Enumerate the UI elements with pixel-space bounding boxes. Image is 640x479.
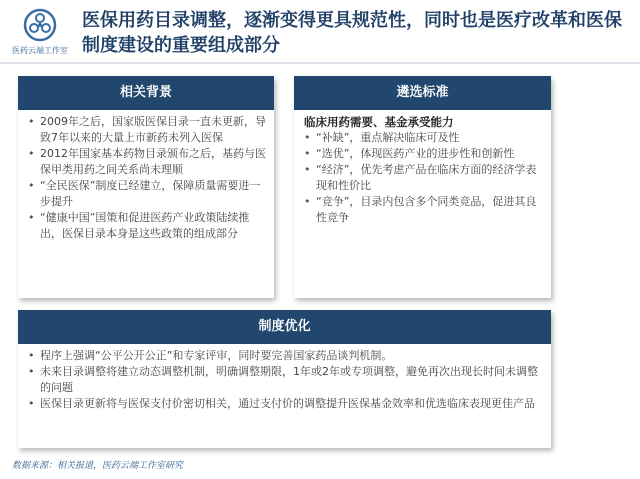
list-item: • “健康中国”国策和促进医药产业政策陆续推出，医保目录本身是这些政策的组成部分 [28, 210, 266, 242]
title-divider [0, 62, 640, 64]
list-item: • 程序上强调“公平公开公正”和专家评审，同时要完善国家药品谈判机制。 [28, 348, 543, 364]
criteria-subheading: 临床用药需要、基金承受能力 [304, 115, 454, 129]
list-item: • “经济”，优先考虑产品在临床方面的经济学表现和性价比 [304, 162, 543, 194]
list-item: • “补缺”，重点解决临床可及性 [304, 130, 543, 146]
system-panel [18, 310, 551, 448]
source-note: 数据来源：相关报道，医药云端工作室研究 [12, 461, 184, 471]
list-item: • “全民医保”制度已经建立，保障质量需要进一步提升 [28, 178, 266, 210]
list-item: • 未来目录调整将建立动态调整机制，明确调整期限，1年或2年或专项调整，避免再次出现长时间未调整的问题 [28, 364, 543, 396]
page-title: 医保用药目录调整，逐渐变得更具规范性，同时也是医疗改革和医保制度建设的重要组成部分 [82, 10, 622, 56]
background-panel-title: 相关背景 [18, 76, 274, 110]
criteria-list [304, 130, 543, 226]
list-item: • “选优”，体现医药产业的进步性和创新性 [304, 146, 543, 162]
background-list [28, 114, 266, 242]
criteria-panel-title: 遴选标准 [294, 76, 551, 110]
list-item: • 2012年国家基本药物目录颁布之后，基药与医保甲类用药之间关系尚未理顺 [28, 146, 266, 178]
company-logo-icon [23, 8, 57, 42]
list-item: • 2009年之后，国家版医保目录一直未更新，导致7年以来的大量上市新药未列入医保 [28, 114, 266, 146]
criteria-panel [294, 76, 551, 298]
logo-text: 医药云端工作室 [12, 46, 68, 55]
list-item: • 医保目录更新将与医保支付价密切相关，通过支付价的调整提升医保基金效率和优选临床表现更佳产品 [28, 396, 543, 412]
system-panel-title: 制度优化 [18, 310, 551, 344]
system-list [28, 348, 543, 412]
list-item: • “竞争”，目录内包含多个同类竞品，促进其良性竞争 [304, 194, 543, 226]
logo [8, 8, 72, 56]
background-panel [18, 76, 274, 298]
